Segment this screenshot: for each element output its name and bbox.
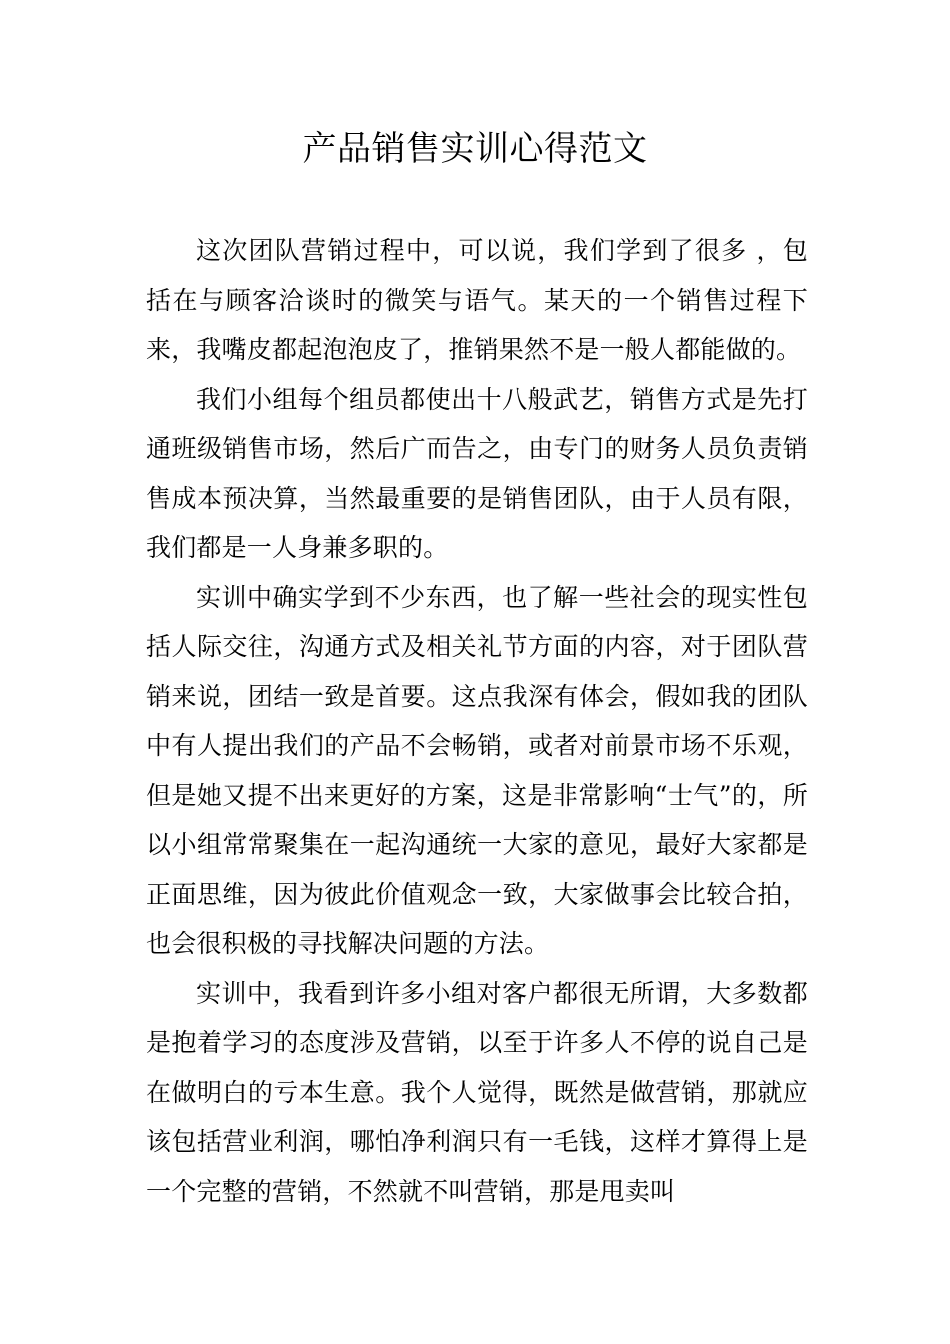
paragraph-3: 实训中确实学到不少东西，也了解一些社会的现实性包括人际交往，沟通方式及相关礼节方面的内容，对于团队营销来说，团结一致是首要。这点我深有体会，假如我的团队中有人提出我们的产品不会畅销，或者对前景市场不乐观，但是她又提不出来更好的方案，这是非常影响“士气”的，所以小组常常聚集在一起沟通统一大家的意见，最好大家都是正面思维，因为彼此价值观念一致，大家做事会比较合拍，也会很积极的寻找解决问题的方法。: [146, 582, 808, 958]
document-title: 产品销售实训心得范文: [302, 129, 648, 169]
paragraph-1: 这次团队营销过程中，可以说，我们学到了很多 ，包括在与顾客洽谈时的微笑与语气。某天的一个销售过程下来，我嘴皮都起泡泡皮了，推销果然不是一般人都能做的。: [146, 236, 808, 364]
paragraph-4: 实训中，我看到许多小组对客户都很无所谓，大多数都是抱着学习的态度涉及营销，以至于许多人不停的说自己是在做明白的亏本生意。我个人觉得，既然是做营销，那就应该包括营业利润，哪怕净利润只有一毛钱，这样才算得上是一个完整的营销，不然就不叫营销，那是甩卖叫: [146, 978, 808, 1206]
paragraph-2: 我们小组每个组员都使出十八般武艺，销售方式是先打通班级销售市场，然后广而告之，由专门的财务人员负责销售成本预决算，当然最重要的是销售团队，由于人员有限，我们都是一人身兼多职的。: [146, 384, 808, 562]
document-body: [146, 226, 808, 1216]
